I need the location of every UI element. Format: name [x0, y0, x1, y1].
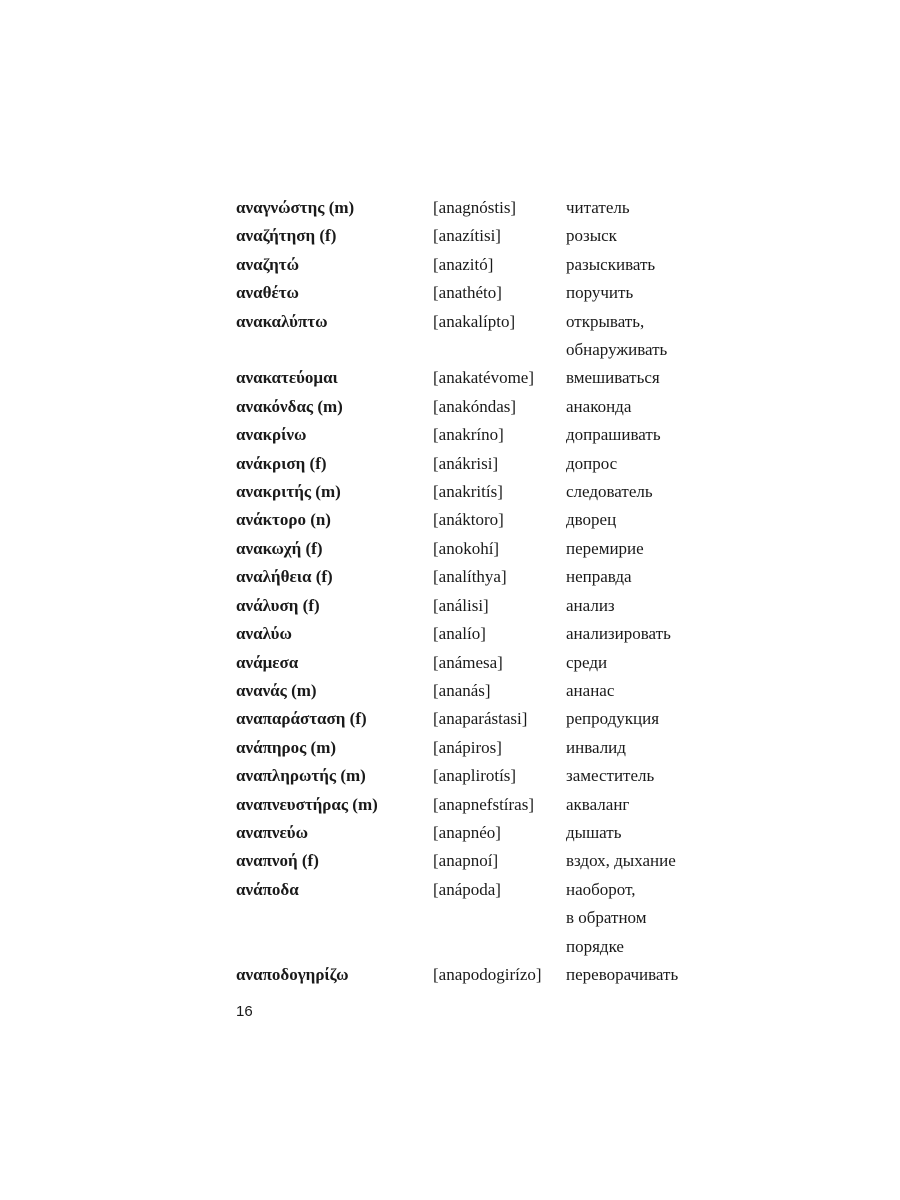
transliteration: [anáktoro] [433, 510, 504, 530]
russian-translation [566, 279, 716, 307]
russian-translation [566, 194, 716, 222]
vocabulary-entry [236, 222, 716, 250]
greek-word: αναπνοή (f) [236, 851, 319, 871]
russian-translation [566, 620, 716, 648]
russian-translation [566, 961, 716, 989]
translation-line: допрос [566, 453, 618, 473]
transliteration: [ananás] [433, 680, 491, 700]
translation-line: следователь [566, 482, 653, 502]
vocabulary-entry [236, 791, 716, 819]
translation-line: ананас [566, 680, 615, 700]
greek-word: αναλύω [236, 624, 292, 644]
translation-line: поручить [566, 283, 634, 303]
translation-line: розыск [566, 226, 617, 246]
greek-word: αναπληρωτής (m) [236, 766, 366, 786]
transliteration: [anákrisi] [433, 453, 499, 473]
vocabulary-entry [236, 734, 716, 762]
transliteration: [anaparástasi] [433, 709, 528, 729]
greek-word: ανάποδα [236, 879, 299, 899]
translation-line: акваланг [566, 794, 630, 814]
transliteration: [anagnóstis] [433, 198, 517, 217]
vocabulary-entry [236, 194, 716, 222]
vocabulary-entry [236, 279, 716, 307]
greek-word: αναπνευστήρας (m) [236, 794, 378, 814]
vocabulary-entry [236, 762, 716, 790]
translation-line: неправда [566, 567, 632, 587]
greek-word: ανάπηρος (m) [236, 737, 337, 757]
translation-line: заместитель [566, 766, 655, 786]
greek-word: ανάκριση (f) [236, 453, 327, 473]
russian-translation [566, 819, 716, 847]
greek-word: ανανάς (m) [236, 680, 317, 700]
transliteration: [anakríno] [433, 425, 504, 445]
vocabulary-entry [236, 535, 716, 563]
russian-translation [566, 421, 716, 449]
russian-translation [566, 506, 716, 534]
transliteration: [anazítisi] [433, 226, 501, 246]
greek-word: ανακρίνω [236, 425, 307, 445]
translation-line: разыскивать [566, 254, 656, 274]
vocabulary-entry [236, 649, 716, 677]
vocabulary-entry [236, 705, 716, 733]
transliteration: [anakalípto] [433, 311, 516, 331]
vocabulary-entry [236, 876, 716, 961]
page-number: 16 [236, 1003, 253, 1020]
translation-line: обнаруживать [566, 340, 668, 360]
translation-line: анализ [566, 595, 615, 615]
translation-line: переворачивать [566, 964, 679, 984]
greek-word: ανάλυση (f) [236, 595, 320, 615]
translation-line: наоборот, [566, 879, 636, 899]
translation-line: репродукция [566, 709, 660, 729]
greek-word: αναπαράσταση (f) [236, 709, 367, 729]
greek-word: αναζητώ [236, 254, 300, 274]
russian-translation [566, 478, 716, 506]
transliteration: [anazitó] [433, 254, 494, 274]
greek-word: ανακόνδας (m) [236, 396, 343, 416]
russian-translation [566, 308, 716, 365]
translation-line: инвалид [566, 737, 626, 757]
russian-translation [566, 563, 716, 591]
greek-word: αναποδογηρίζω [236, 964, 349, 984]
transliteration: [anathéto] [433, 283, 502, 303]
russian-translation [566, 677, 716, 705]
translation-line: читатель [566, 198, 630, 217]
vocabulary-entry [236, 563, 716, 591]
vocabulary-entry [236, 450, 716, 478]
greek-word: αναθέτω [236, 283, 299, 303]
russian-translation [566, 762, 716, 790]
vocabulary-entry [236, 478, 716, 506]
vocabulary-entry [236, 961, 716, 989]
transliteration: [anaplirotís] [433, 766, 517, 786]
transliteration: [anakóndas] [433, 396, 517, 416]
vocabulary-entry [236, 677, 716, 705]
russian-translation [566, 535, 716, 563]
vocabulary-entry [236, 393, 716, 421]
vocabulary-list [236, 194, 716, 989]
translation-line: порядке [566, 936, 624, 956]
transliteration: [anápoda] [433, 879, 501, 899]
russian-translation [566, 592, 716, 620]
greek-word: αναζήτηση (f) [236, 226, 337, 246]
vocabulary-entry [236, 251, 716, 279]
transliteration: [análisi] [433, 595, 489, 615]
russian-translation [566, 364, 716, 392]
transliteration: [anapnéo] [433, 822, 501, 842]
greek-word: αναλήθεια (f) [236, 567, 333, 587]
greek-word: ανακωχή (f) [236, 538, 323, 558]
greek-word: αναγνώστης (m) [236, 198, 355, 217]
vocabulary-entry [236, 364, 716, 392]
transliteration: [anapnoí] [433, 851, 499, 871]
russian-translation [566, 876, 716, 961]
translation-line: открывать, [566, 311, 645, 331]
russian-translation [566, 847, 716, 875]
translation-line: анаконда [566, 396, 632, 416]
russian-translation [566, 222, 716, 250]
transliteration: [analío] [433, 624, 486, 644]
russian-translation [566, 791, 716, 819]
vocabulary-entry [236, 620, 716, 648]
russian-translation [566, 450, 716, 478]
greek-word: αναπνεύω [236, 822, 308, 842]
translation-line: вмешиваться [566, 368, 660, 388]
russian-translation [566, 734, 716, 762]
translation-line: допрашивать [566, 425, 661, 445]
transliteration: [anámesa] [433, 652, 503, 672]
russian-translation [566, 393, 716, 421]
vocabulary-entry [236, 592, 716, 620]
transliteration: [anápiros] [433, 737, 502, 757]
transliteration: [anakatévome] [433, 368, 534, 388]
vocabulary-entry [236, 421, 716, 449]
greek-word: ανάκτορο (n) [236, 510, 331, 530]
transliteration: [analíthya] [433, 567, 507, 587]
translation-line: в обратном [566, 908, 647, 928]
translation-line: вздох, дыхание [566, 851, 676, 871]
greek-word: ανακαλύπτω [236, 311, 328, 331]
transliteration: [anapnefstíras] [433, 794, 535, 814]
translation-line: дышать [566, 822, 622, 842]
translation-line: анализировать [566, 624, 671, 644]
russian-translation [566, 705, 716, 733]
transliteration: [anapodogirízo] [433, 964, 542, 984]
vocabulary-entry [236, 847, 716, 875]
greek-word: ανάμεσα [236, 652, 299, 672]
translation-line: перемирие [566, 538, 644, 558]
transliteration: [anokohí] [433, 538, 500, 558]
greek-word: ανακατεύομαι [236, 368, 338, 388]
translation-line: дворец [566, 510, 617, 530]
russian-translation [566, 251, 716, 279]
vocabulary-entry [236, 308, 716, 365]
vocabulary-entry [236, 819, 716, 847]
translation-line: среди [566, 652, 608, 672]
transliteration: [anakritís] [433, 482, 503, 502]
greek-word: ανακριτής (m) [236, 482, 341, 502]
russian-translation [566, 649, 716, 677]
vocabulary-entry [236, 506, 716, 534]
